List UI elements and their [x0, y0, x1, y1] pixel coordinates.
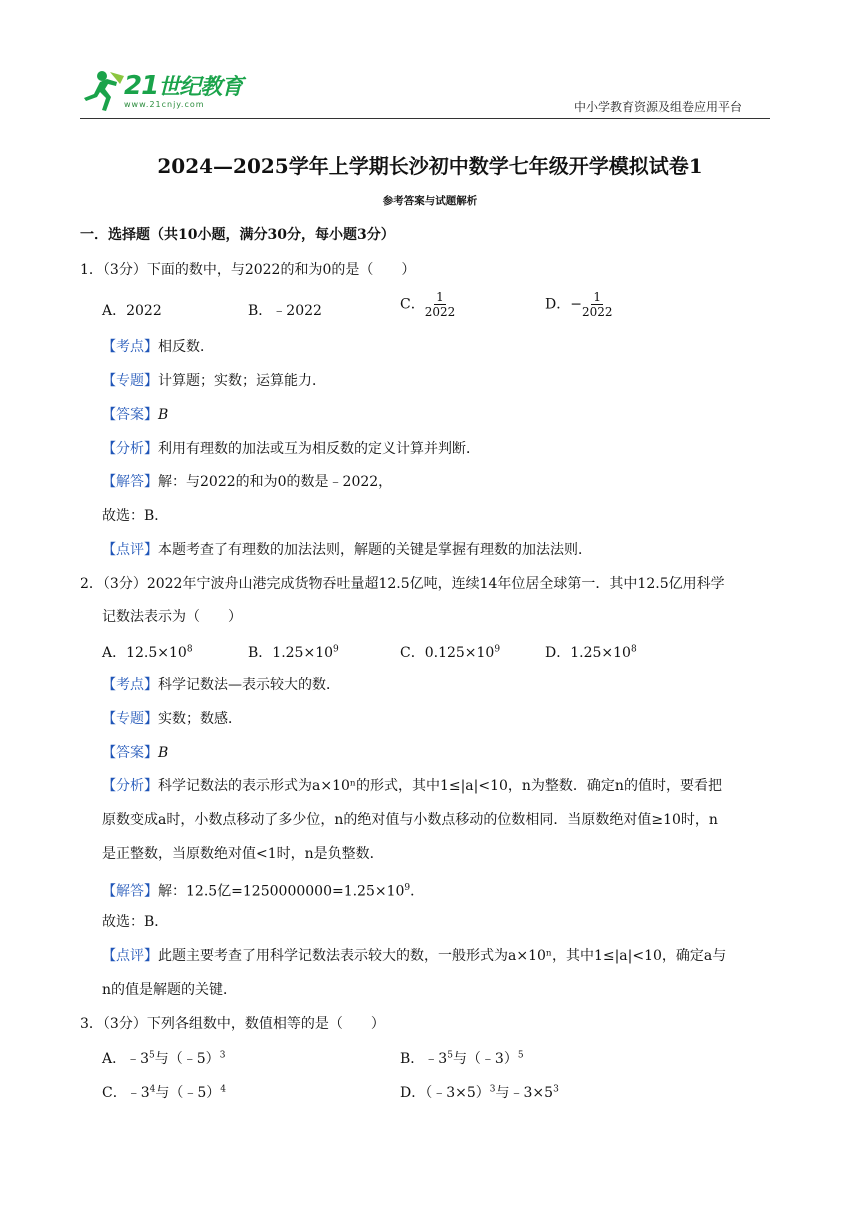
q1-kaodian: 【考点】相反数．: [102, 339, 214, 355]
q2-zhuanti: 【专题】实数；数感．: [102, 711, 242, 727]
q2-dianping-line2: n的值是解题的关键．: [102, 982, 238, 998]
runner-logo-icon: [80, 68, 126, 114]
logo-text: 21世纪教育: [124, 71, 243, 101]
q1-dianping: 【点评】本题考查了有理数的加法法则，解题的关键是掌握有理数的加法法则．: [102, 542, 592, 558]
q3-option-a: A．$﹣3^5$与（﹣5）$^3$: [102, 1050, 226, 1067]
q1-stem: 1．（3分）下面的数中，与2022的和为0的是（ ）: [80, 262, 416, 278]
section-heading: 一．选择题（共10小题，满分30分，每小题3分）: [80, 227, 395, 243]
q3-option-b: B．$﹣3^5$与（﹣3）$^5$: [400, 1050, 524, 1067]
q2-stem-line1: 2．（3分）2022年宁波舟山港完成货物吞吐量超12.5亿吨，连续14年位居全球第一．其中12.5亿用科学: [80, 576, 725, 592]
q3-stem: 3．（3分）下列各组数中，数值相等的是（ ）: [80, 1016, 385, 1032]
q2-option-c: C．$0.125\times 10^9$: [400, 644, 501, 661]
q2-fenxi-line1: 【分析】科学记数法的表示形式为a×10ⁿ的形式，其中1≤|a|<10，n为整数．确定n的值时，要看把: [102, 778, 722, 794]
q2-stem-line2: 记数法表示为（ ）: [102, 609, 242, 625]
q2-jieda: 【解答】解：12.5亿$=1250000000=1.25\times 10^9$．: [102, 883, 425, 900]
logo: [80, 66, 260, 114]
q2-guxuan: 故选：B．: [102, 914, 169, 930]
q2-answer: 【答案】B: [102, 745, 169, 761]
q2-option-a: A．$12.5\times 10^8$: [102, 644, 193, 661]
q1-option-a: A．2022: [102, 303, 162, 319]
page-title: 2024—2025学年上学期长沙初中数学七年级开学模拟试卷1: [157, 154, 703, 178]
platform-label: 中小学教育资源及组卷应用平台: [573, 100, 742, 114]
q3-option-d: D．（﹣3×5）$^3$与$﹣3\times 5^3$: [400, 1084, 559, 1101]
q1-zhuanti: 【专题】计算题；实数；运算能力．: [102, 373, 326, 389]
q2-option-d: D．$1.25\times 10^8$: [545, 644, 637, 661]
q2-dianping-line1: 【点评】此题主要考查了用科学记数法表示较大的数，一般形式为a×10ⁿ，其中1≤|a|<10，确定a与: [102, 948, 727, 964]
q1-fenxi: 【分析】利用有理数的加法或互为相反数的定义计算并判断．: [102, 441, 480, 457]
q1-option-b: B．﹣2022: [248, 303, 322, 319]
q2-fenxi-line3: 是正整数，当原数绝对值<1时，n是负整数．: [102, 846, 384, 862]
q2-fenxi-line2: 原数变成a时，小数点移动了多少位，n的绝对值与小数点移动的位数相同．当原数绝对值≥10时，n: [102, 812, 718, 828]
q1-jieda: 【解答】解：与2022的和为0的数是﹣2022，: [102, 474, 393, 490]
q3-option-c: C．$﹣3^4$与（﹣5）$^4$: [102, 1084, 227, 1101]
page-header: [80, 66, 770, 119]
q1-guxuan: 故选：B．: [102, 508, 169, 524]
q1-option-d: D．− $\frac{1}{2022}$: [545, 290, 613, 319]
logo-url: www.21cnjy.com: [124, 100, 205, 109]
page-subtitle: 参考答案与试题解析: [382, 195, 478, 207]
q1-option-c: C． $\frac{1}{2022}$: [400, 290, 456, 319]
q1-answer: 【答案】B: [102, 407, 169, 423]
q2-kaodian: 【考点】科学记数法—表示较大的数．: [102, 677, 340, 693]
q2-option-b: B．$1.25\times 10^9$: [248, 644, 339, 661]
